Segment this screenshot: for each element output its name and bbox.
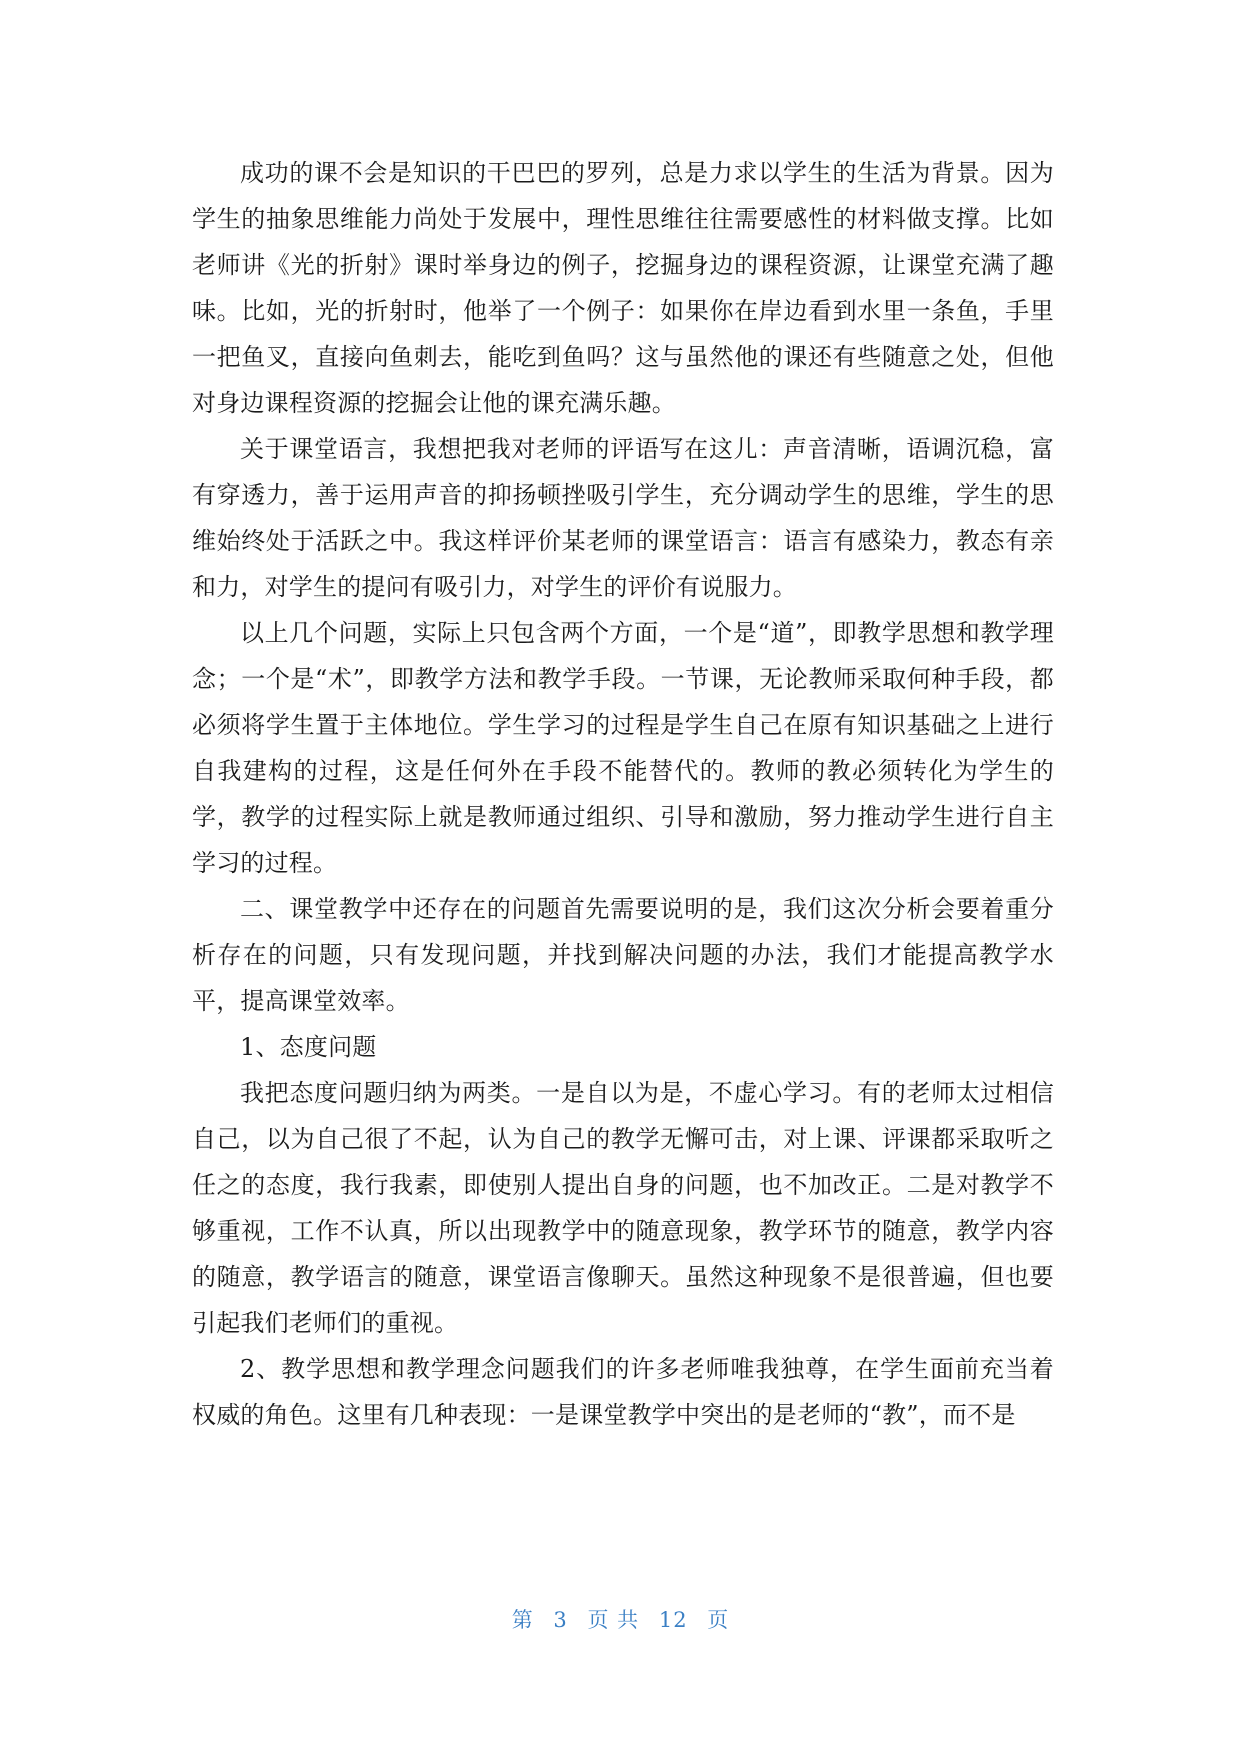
document-body — [192, 150, 1054, 1438]
paragraph: 2、教学思想和教学理念问题我们的许多老师唯我独尊，在学生面前充当着权威的角色。这里有几种表现：一是课堂教学中突出的是老师的“教”，而不是 — [192, 1355, 1054, 1429]
section-heading: 1、态度问题 — [240, 1033, 377, 1061]
paragraph: 我把态度问题归纳为两类。一是自以为是，不虚心学习。有的老师太过相信自己，以为自己很了不起，认为自己的教学无懈可击，对上课、评课都采取听之任之的态度，我行我素，即使别人提出自身的问题，也不加改正。二是对教学不够重视，工作不认真，所以出现教学中的随意现象，教学环节的随意，教学内容的随意，教学语言的随意，课堂语言像聊天。虽然这种现象不是很普遍，但也要引起我们老师们的重视。 — [192, 1079, 1054, 1337]
current-page-number: 3 — [553, 1608, 568, 1632]
footer-middle: 页 共 — [587, 1608, 640, 1632]
paragraph: 关于课堂语言，我想把我对老师的评语写在这儿：声音清晰，语调沉稳，富有穿透力，善于运用声音的抑扬顿挫吸引学生，充分调动学生的思维，学生的思维始终处于活跃之中。我这样评价某老师的课堂语言：语言有感染力，教态有亲和力，对学生的提问有吸引力，对学生的评价有说服力。 — [192, 435, 1054, 601]
total-pages-number: 12 — [658, 1608, 688, 1632]
footer-suffix: 页 — [707, 1608, 730, 1632]
paragraph: 成功的课不会是知识的干巴巴的罗列，总是力求以学生的生活为背景。因为学生的抽象思维能力尚处于发展中，理性思维往往需要感性的材料做支撑。比如老师讲《光的折射》课时举身边的例子，挖掘身边的课程资源，让课堂充满了趣味。比如，光的折射时，他举了一个例子：如果你在岸边看到水里一条鱼，手里一把鱼叉，直接向鱼刺去，能吃到鱼吗？这与虽然他的课还有些随意之处，但他对身边课程资源的挖掘会让他的课充满乐趣。 — [192, 159, 1054, 417]
paragraph: 以上几个问题，实际上只包含两个方面，一个是“道”，即教学思想和教学理念；一个是“术”，即教学方法和教学手段。一节课，无论教师采取何种手段，都必须将学生置于主体地位。学生学习的过程是学生自己在原有知识基础之上进行自我建构的过程，这是任何外在手段不能替代的。教师的教必须转化为学生的学，教学的过程实际上就是教师通过组织、引导和激励，努力推动学生进行自主学习的过程。 — [192, 619, 1054, 877]
paragraph: 二、课堂教学中还存在的问题首先需要说明的是，我们这次分析会要着重分析存在的问题，只有发现问题，并找到解决问题的办法，我们才能提高教学水平，提高课堂效率。 — [192, 895, 1054, 1015]
footer-prefix: 第 — [511, 1608, 534, 1632]
page-footer — [0, 1604, 1241, 1634]
